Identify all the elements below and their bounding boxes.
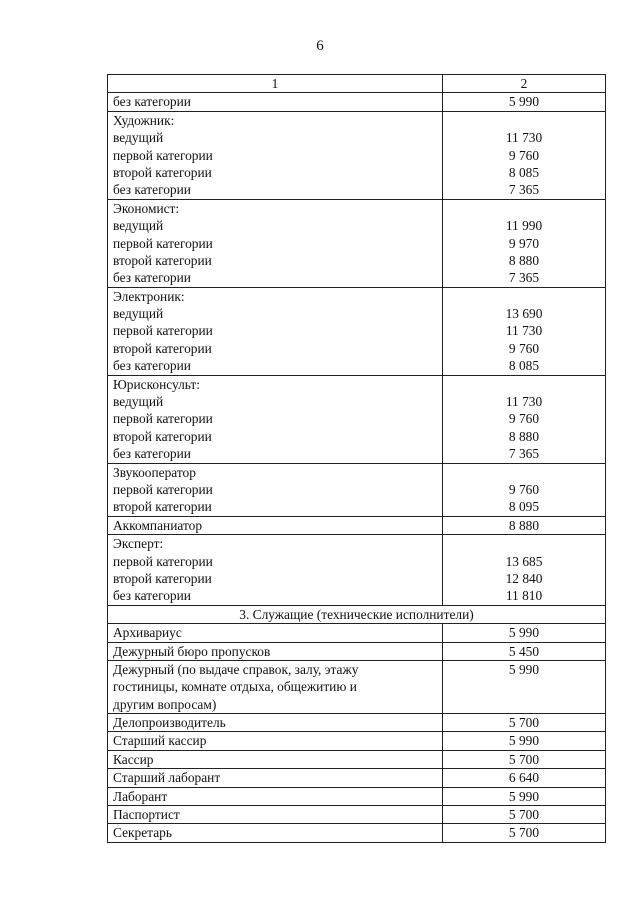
salary-spacer xyxy=(443,112,605,129)
position-label: без категории xyxy=(113,94,191,110)
page-number: 6 xyxy=(316,38,324,54)
position-cell xyxy=(108,375,443,463)
position-cell xyxy=(108,769,443,787)
position-label: первой категории xyxy=(113,553,213,569)
salary-value: 5 990 xyxy=(508,661,540,677)
section-header-row xyxy=(108,605,606,623)
salary-value: 8 085 xyxy=(508,164,540,180)
position-label: Секретарь xyxy=(113,825,172,841)
position-label: ведущий xyxy=(113,130,164,146)
salary-value: 11 730 xyxy=(505,394,543,410)
salary-cell xyxy=(443,463,606,516)
salary-value: 9 760 xyxy=(508,147,540,163)
salary-cell xyxy=(443,732,606,750)
salary-spacer xyxy=(443,200,605,217)
salary-value: 5 990 xyxy=(508,94,540,110)
salary-spacer xyxy=(443,464,605,481)
position-cell xyxy=(108,199,443,287)
salary-cell xyxy=(443,642,606,660)
position-cell xyxy=(108,111,443,199)
position-label: второй категории xyxy=(113,499,212,515)
table-row xyxy=(108,642,606,660)
position-label: первой категории xyxy=(113,482,213,497)
salary-value: 9 760 xyxy=(508,482,540,497)
table-row xyxy=(108,93,606,111)
salary-cell xyxy=(443,714,606,732)
position-cell xyxy=(108,642,443,660)
position-label: ведущий xyxy=(113,218,164,234)
salary-value: 9 760 xyxy=(508,411,540,427)
section-title: 3. Служащие (технические исполнители) xyxy=(108,605,606,623)
salary-table xyxy=(107,74,606,843)
position-label: второй категории xyxy=(113,570,212,586)
group-title: Электроник: xyxy=(113,288,185,304)
position-label: ведущий xyxy=(113,394,164,410)
salary-spacer xyxy=(443,288,605,305)
salary-value: 5 700 xyxy=(508,807,540,823)
group-row xyxy=(108,375,606,463)
position-label-line: другим вопросам) xyxy=(113,696,217,712)
salary-cell xyxy=(443,93,606,111)
table-row xyxy=(108,624,606,642)
position-label: Лаборант xyxy=(113,788,168,804)
position-label: Архивариус xyxy=(113,625,182,641)
salary-cell xyxy=(443,287,606,375)
position-cell xyxy=(108,787,443,805)
salary-value: 5 700 xyxy=(508,715,540,731)
position-cell xyxy=(108,535,443,606)
salary-value: 5 700 xyxy=(508,825,540,841)
position-label: Аккомпаниатор xyxy=(113,517,203,533)
salary-cell xyxy=(443,535,606,606)
salary-cell xyxy=(443,660,606,713)
position-cell xyxy=(108,463,443,516)
salary-cell xyxy=(443,806,606,824)
salary-cell xyxy=(443,199,606,287)
position-cell xyxy=(108,714,443,732)
table-row xyxy=(108,769,606,787)
table-row xyxy=(108,750,606,768)
column-header-1: 1 xyxy=(108,75,443,93)
salary-cell xyxy=(443,375,606,463)
position-label: первой категории xyxy=(113,411,213,427)
group-title: Юрисконсульт: xyxy=(113,376,200,392)
position-cell xyxy=(108,806,443,824)
salary-cell xyxy=(443,516,606,534)
position-cell xyxy=(108,624,443,642)
salary-value: 7 365 xyxy=(508,182,540,198)
position-label: первой категории xyxy=(113,147,213,163)
salary-value: 13 690 xyxy=(505,306,543,322)
position-label-line: Дежурный (по выдаче справок, залу, этажу xyxy=(113,661,359,677)
salary-value: 7 365 xyxy=(508,446,540,462)
salary-value: 8 880 xyxy=(508,252,540,268)
position-label: Старший кассир xyxy=(113,733,207,749)
table-row xyxy=(108,660,606,713)
salary-value: 11 730 xyxy=(505,323,543,339)
position-cell xyxy=(108,93,443,111)
table-header-row xyxy=(108,75,606,93)
salary-value: 8 085 xyxy=(508,358,540,374)
position-cell xyxy=(108,660,443,713)
position-label-line: гостиницы, комнате отдыха, общежитию и xyxy=(113,679,357,695)
salary-spacer xyxy=(443,376,605,393)
salary-value: 8 880 xyxy=(508,428,540,444)
position-cell xyxy=(108,516,443,534)
salary-value: 5 700 xyxy=(508,751,540,767)
group-title: Экономист: xyxy=(113,200,180,216)
position-label: без категории xyxy=(113,270,191,286)
salary-value: 13 685 xyxy=(505,553,543,569)
salary-cell xyxy=(443,750,606,768)
group-row xyxy=(108,463,606,516)
table-row xyxy=(108,787,606,805)
position-label: без категории xyxy=(113,358,191,374)
group-row xyxy=(108,535,606,606)
salary-value: 7 365 xyxy=(508,270,540,286)
position-cell xyxy=(108,287,443,375)
position-label: ведущий xyxy=(113,306,164,322)
salary-value: 5 990 xyxy=(508,625,540,641)
salary-value: 6 640 xyxy=(508,770,540,786)
position-label: Старший лаборант xyxy=(113,770,221,786)
position-label: второй категории xyxy=(113,164,212,180)
salary-value: 9 970 xyxy=(508,235,540,251)
position-cell xyxy=(108,732,443,750)
salary-cell xyxy=(443,824,606,842)
position-label: Паспортист xyxy=(113,807,180,823)
table-row xyxy=(108,806,606,824)
salary-value: 12 840 xyxy=(505,570,543,586)
salary-cell xyxy=(443,624,606,642)
group-row xyxy=(108,199,606,287)
salary-value: 11 990 xyxy=(505,218,543,234)
table-row xyxy=(108,824,606,842)
position-label: второй категории xyxy=(113,252,212,268)
salary-value: 5 450 xyxy=(508,643,540,659)
position-label: без категории xyxy=(113,182,191,198)
position-label: Дежурный бюро пропусков xyxy=(113,643,271,659)
salary-table-body xyxy=(108,75,606,843)
salary-value: 11 730 xyxy=(505,130,543,146)
group-row xyxy=(108,287,606,375)
salary-value: 9 760 xyxy=(508,340,540,356)
position-cell xyxy=(108,824,443,842)
salary-cell xyxy=(443,111,606,199)
position-cell xyxy=(108,750,443,768)
salary-value: 8 095 xyxy=(508,499,540,515)
salary-cell xyxy=(443,769,606,787)
salary-cell xyxy=(443,787,606,805)
position-label: Делопроизводитель xyxy=(113,715,226,731)
salary-value: 11 810 xyxy=(505,588,543,604)
position-label: Кассир xyxy=(113,751,154,767)
salary-value: 5 990 xyxy=(508,788,540,804)
group-row xyxy=(108,111,606,199)
position-label: без категории xyxy=(113,446,191,462)
salary-spacer xyxy=(443,535,605,552)
position-label: без категории xyxy=(113,588,191,604)
table-row xyxy=(108,732,606,750)
salary-value: 8 880 xyxy=(508,517,540,533)
group-title: Эксперт: xyxy=(113,536,164,552)
table-row xyxy=(108,516,606,534)
position-label: второй категории xyxy=(113,340,212,356)
position-label: второй категории xyxy=(113,428,212,444)
position-label: первой категории xyxy=(113,235,213,251)
position-label: первой категории xyxy=(113,323,213,339)
column-header-2: 2 xyxy=(443,75,606,93)
table-row xyxy=(108,714,606,732)
group-title: Художник: xyxy=(113,112,175,128)
group-title: Звукооператор xyxy=(113,464,196,480)
salary-value: 5 990 xyxy=(508,733,540,749)
